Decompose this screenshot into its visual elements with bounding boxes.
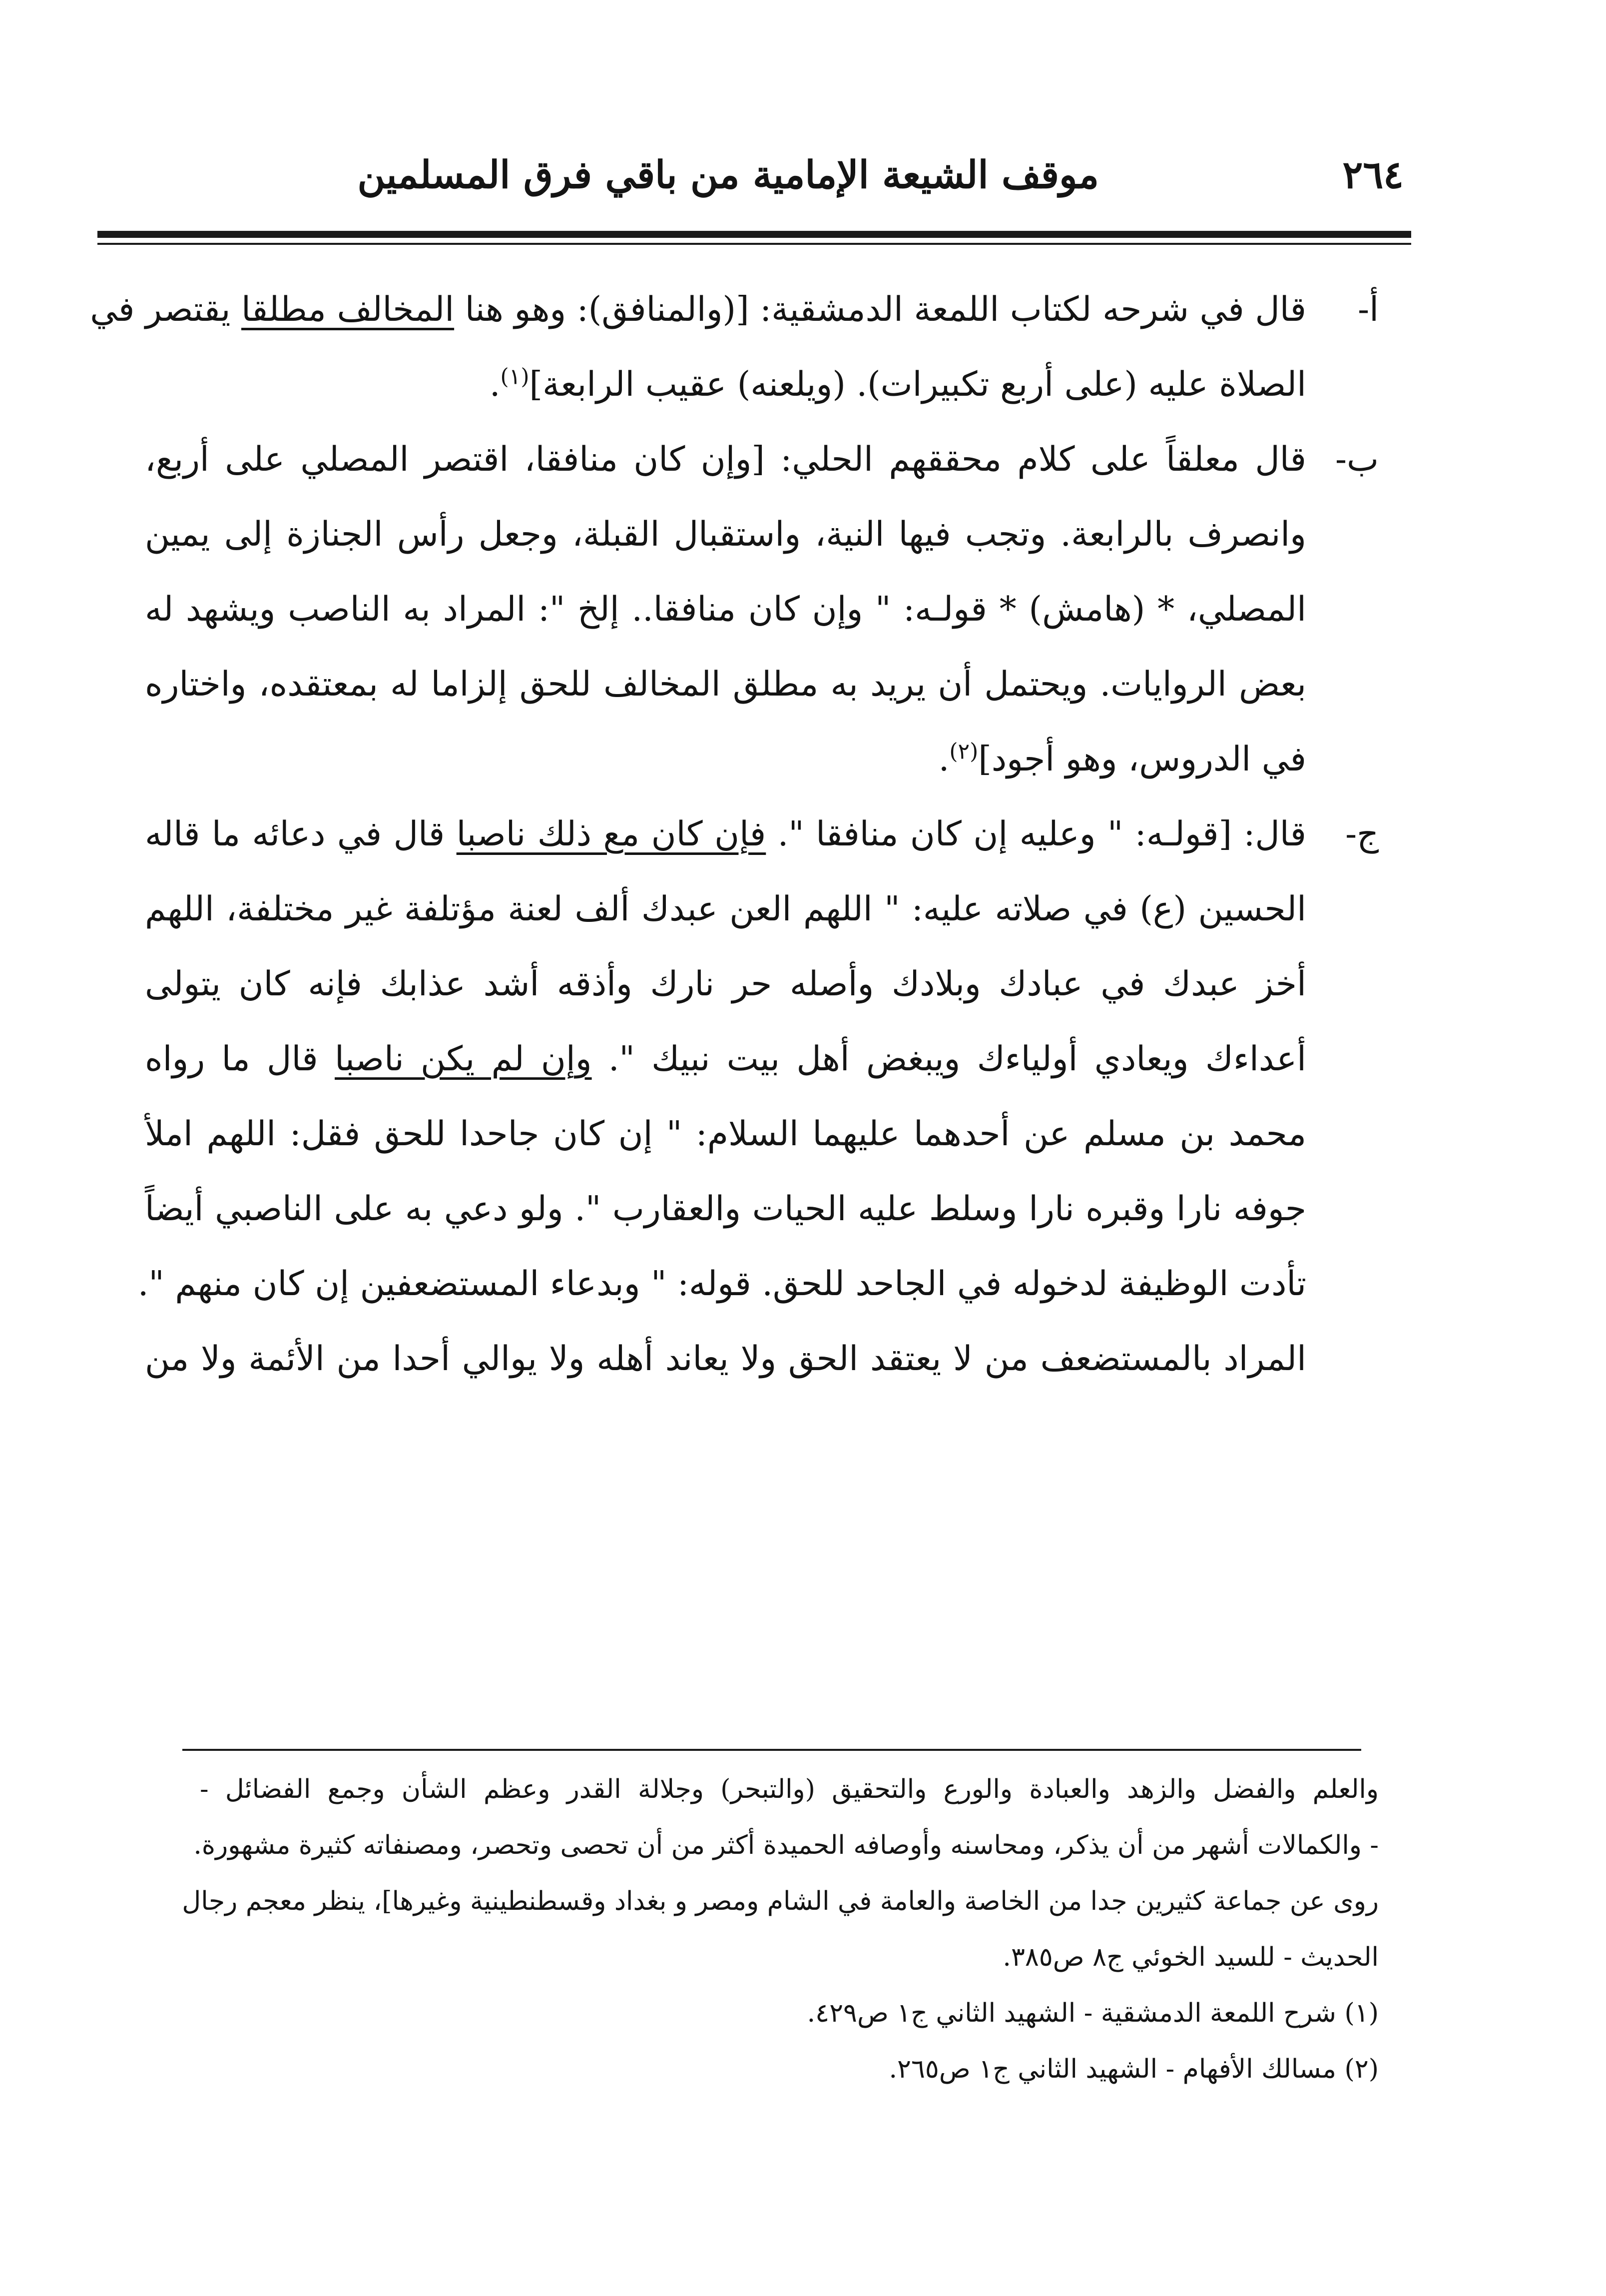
- footnote-label: (٢): [1344, 2054, 1379, 2084]
- text-line: وانصرف بالرابعة. وتجب فيها النية، واستقبال القبلة، وجعل رأس الجنازة إلى يمين: [145, 515, 1306, 554]
- footnote-text: مسالك الأفهام - الشهيد الثاني ج١ ص٢٦٥.: [889, 2054, 1345, 2084]
- footnote-1: [200, 1985, 1379, 2041]
- header-rule-thick: [97, 231, 1411, 238]
- item-label: ج-: [1345, 814, 1379, 854]
- text-line: جوفه نارا وقبره نارا وسلط عليه الحيات والعقارب ". ولو دعي به على الناصبي أيضاً: [145, 1189, 1306, 1229]
- footnotes: [182, 1761, 1379, 2097]
- footnote-continued-line: الحديث - للسيد الخوئي ج٨ ص٣٨٥.: [1003, 1942, 1379, 1972]
- footnote-continued-line: روى عن جماعة كثيرين جدا من الخاصة والعامة في الشام ومصر و بغداد وقسطنطينية وغيرها]، ينظر معجم رجال: [182, 1886, 1379, 1916]
- item-label: ب-: [1335, 440, 1379, 479]
- text-line: قال في شرحه لكتاب اللمعة الدمشقية: [(والمنافق): وهو هنا المخالف مطلقا يقتصر في: [90, 290, 1306, 329]
- item-label: أ-: [1358, 290, 1379, 329]
- underlined-phrase: فإن كان مع ذلك ناصبا: [456, 814, 766, 854]
- text-line: بعض الروايات. ويحتمل أن يريد به مطلق المخالف للحق إلزاما له بمعتقده، واختاره: [145, 665, 1306, 704]
- underlined-phrase: وإن لم يكن ناصبا: [335, 1039, 592, 1079]
- footnote-ref: (١): [500, 364, 530, 390]
- paragraph-jim: [137, 797, 1379, 1397]
- footnote-continued-line: - والكمالات أشهر من أن يذكر، ومحاسنه وأوصافه الحميدة أكثر من أن تحصى وتحصر، ومصنفاته كثيرة مشهورة.: [193, 1830, 1379, 1860]
- header-rule-thin: [97, 243, 1411, 245]
- footnote-2: [200, 2041, 1379, 2097]
- underlined-phrase: المخالف مطلقا: [241, 290, 455, 329]
- text-line: تأدت الوظيفة لدخوله في الجاحد للحق. قوله: " وبدعاء المستضعفين إن كان منهم ".: [137, 1264, 1306, 1304]
- footnote-label: (١): [1344, 1998, 1379, 2028]
- text-line: أعداءك ويعادي أولياءك ويبغض أهل بيت نبيك ". وإن لم يكن ناصبا قال ما رواه: [145, 1039, 1306, 1079]
- footnote-continued-line: والعلم والفضل والزهد والعبادة والورع والتحقيق (والتبحر) وجلالة القدر وعظم الشأن وجمع الفضائل -: [200, 1774, 1379, 1804]
- text-line: قال معلقاً على كلام محققهم الحلي: [وإن كان منافقا، اقتصر المصلي على أربع،: [145, 440, 1306, 479]
- text-line: في الدروس، وهو أجود]$^{(٢)}$.: [938, 739, 1306, 779]
- running-title: موقف الشيعة الإمامية من باقي فرق المسلمين: [357, 152, 1099, 197]
- text-line: الصلاة عليه (على أربع تكبيرات). (ويلعنه) عقيب الرابعة]$^{(١)}$.: [489, 364, 1306, 404]
- text-line: المراد بالمستضعف من لا يعتقد الحق ولا يعاند أهله ولا يوالي أحدا من الأئمة ولا من: [145, 1339, 1306, 1379]
- text-line: المصلي، * (هامش) * قولـه: " وإن كان منافقا.. إلخ ": المراد به الناصب ويشهد له: [145, 590, 1306, 629]
- footnote-ref: (٢): [949, 739, 979, 765]
- text-line: محمد بن مسلم عن أحدهما عليهما السلام: " إن كان جاحدا للحق فقل: اللهم املأ: [145, 1114, 1306, 1154]
- footnote-text: شرح اللمعة الدمشقية - الشهيد الثاني ج١ ص٤٢٩.: [807, 1998, 1345, 2028]
- paragraph-ba: [145, 422, 1379, 797]
- paragraph-alif: [90, 272, 1379, 422]
- page-number: ٢٦٤: [1342, 152, 1404, 197]
- footnote-rule: [182, 1749, 1361, 1751]
- text-line: الحسين (ع) في صلاته عليه: " اللهم العن عبدك ألف لعنة مؤتلفة غير مختلفة، اللهم: [145, 889, 1306, 929]
- page-header: [357, 142, 1404, 217]
- text-line: أخز عبدك في عبادك وبلادك وأصله حر نارك وأذقه أشد عذابك فإنه كان يتولى: [145, 964, 1306, 1004]
- text-line: قال: [قولـه: " وعليه إن كان منافقا ". فإن كان مع ذلك ناصبا قال في دعائه ما قاله: [145, 814, 1306, 854]
- body-text: [90, 272, 1379, 1397]
